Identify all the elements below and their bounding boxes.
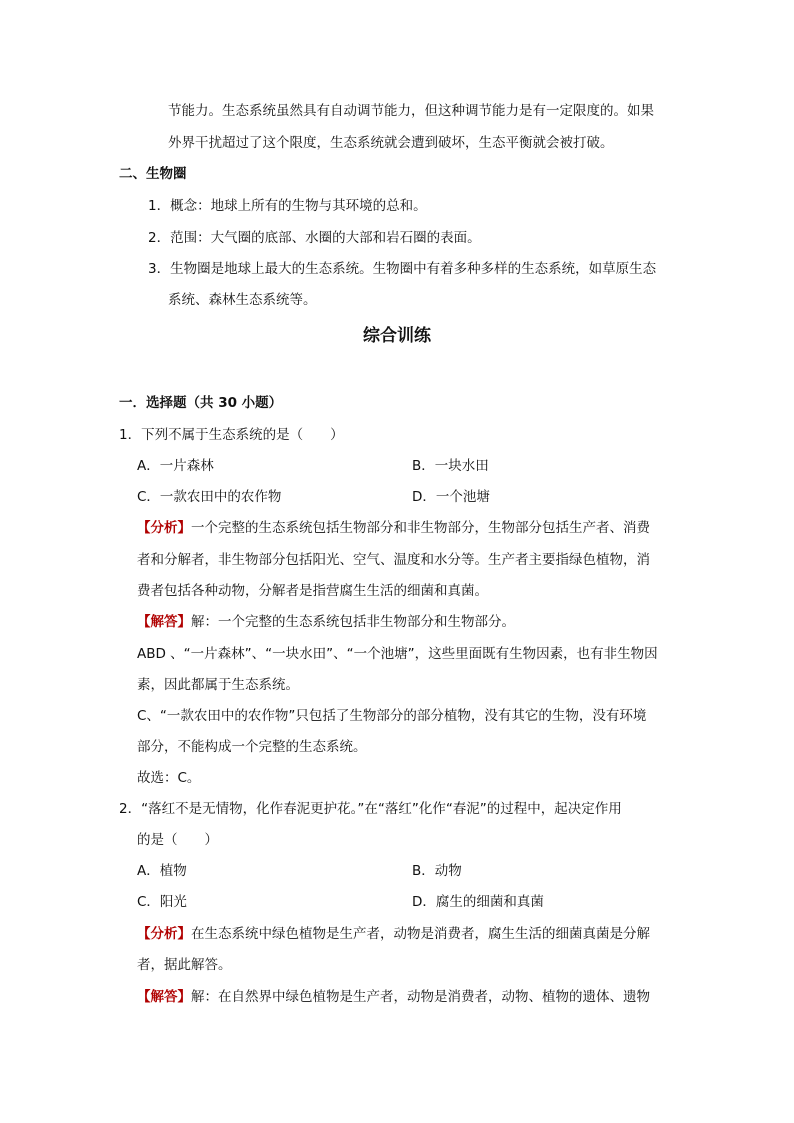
biosphere-point-3: 3．生物圈是地球上最大的生态系统。生物圈中有着多种多样的生态系统，如草原生态: [148, 261, 657, 277]
q2-option-c: C．阳光: [137, 894, 187, 910]
q1-option-d: D．一个池塘: [412, 489, 490, 505]
q1-stem: 1．下列不属于生态系统的是（ ）: [119, 427, 344, 443]
q2-stem-line-1: 2．“落红不是无情物，化作春泥更护花。”在“落红”化作“春泥”的过程中，起决定作用: [119, 801, 622, 817]
q1-answer-line-4: C、“一款农田中的农作物”只包括了生物部分的部分植物，没有其它的生物，没有环境: [137, 708, 647, 724]
biosphere-point-3-cont: 系统、森林生态系统等。: [168, 292, 317, 308]
q1-answer-line-3: 素，因此都属于生态系统。: [137, 677, 299, 693]
q1-option-a: A．一片森林: [137, 458, 214, 474]
q2-answer-text-1: 解：在自然界中绿色植物是生产者，动物是消费者，动物、植物的遗体、遗物: [191, 989, 650, 1005]
q2-analysis-text-1: 在生态系统中绿色植物是生产者，动物是消费者，腐生生活的细菌真菌是分解: [191, 926, 650, 942]
answer-tag: 【解答】: [137, 989, 191, 1005]
section-heading-biosphere: 二、生物圈: [119, 166, 187, 182]
q1-choice: 故选：C。: [137, 770, 201, 786]
q1-analysis-text-1: 一个完整的生态系统包括生物部分和非生物部分，生物部分包括生产者、消费: [191, 520, 650, 536]
q1-answer-line-2: ABD 、“一片森林”、“一块水田”、“一个池塘”，这些里面既有生物因素，也有非生物因: [137, 646, 658, 662]
q1-analysis-line-2: 者和分解者，非生物部分包括阳光、空气、温度和水分等。生产者主要指绿色植物，消: [137, 552, 650, 568]
q1-answer-line-5: 部分，不能构成一个完整的生态系统。: [137, 739, 367, 755]
training-title: 综合训练: [363, 326, 431, 346]
q1-answer-line-1: [137, 612, 515, 632]
q1-option-c: C．一款农田中的农作物: [137, 489, 282, 505]
biosphere-point-2: 2．范围：大气圈的底部、水圈的大部和岩石圈的表面。: [148, 230, 481, 246]
q2-answer-line-1: [137, 987, 650, 1007]
q1-answer-text-1: 解：一个完整的生态系统包括非生物部分和生物部分。: [191, 614, 515, 630]
biosphere-point-1: 1．概念：地球上所有的生物与其环境的总和。: [148, 198, 427, 214]
q1-analysis-line-3: 费者包括各种动物，分解者是指营腐生生活的细菌和真菌。: [137, 583, 488, 599]
q1-option-b: B．一块水田: [412, 458, 489, 474]
q2-analysis-line-2: 者，据此解答。: [137, 957, 232, 973]
analysis-tag: 【分析】: [137, 520, 191, 536]
q2-analysis-line-1: [137, 924, 650, 944]
answer-tag: 【解答】: [137, 614, 191, 630]
q2-stem-line-2: 的是（ ）: [137, 832, 218, 848]
q1-analysis-line-1: [137, 518, 650, 538]
mcq-heading: 一．选择题（共 30 小题）: [119, 395, 283, 411]
intro-line-1: 节能力。生态系统虽然具有自动调节能力，但这种调节能力是有一定限度的。如果: [168, 103, 654, 119]
q2-option-b: B．动物: [412, 863, 462, 879]
intro-line-2: 外界干扰超过了这个限度，生态系统就会遭到破坏，生态平衡就会被打破。: [168, 135, 614, 151]
analysis-tag: 【分析】: [137, 926, 191, 942]
q2-option-a: A．植物: [137, 863, 187, 879]
q2-option-d: D．腐生的细菌和真菌: [412, 894, 544, 910]
